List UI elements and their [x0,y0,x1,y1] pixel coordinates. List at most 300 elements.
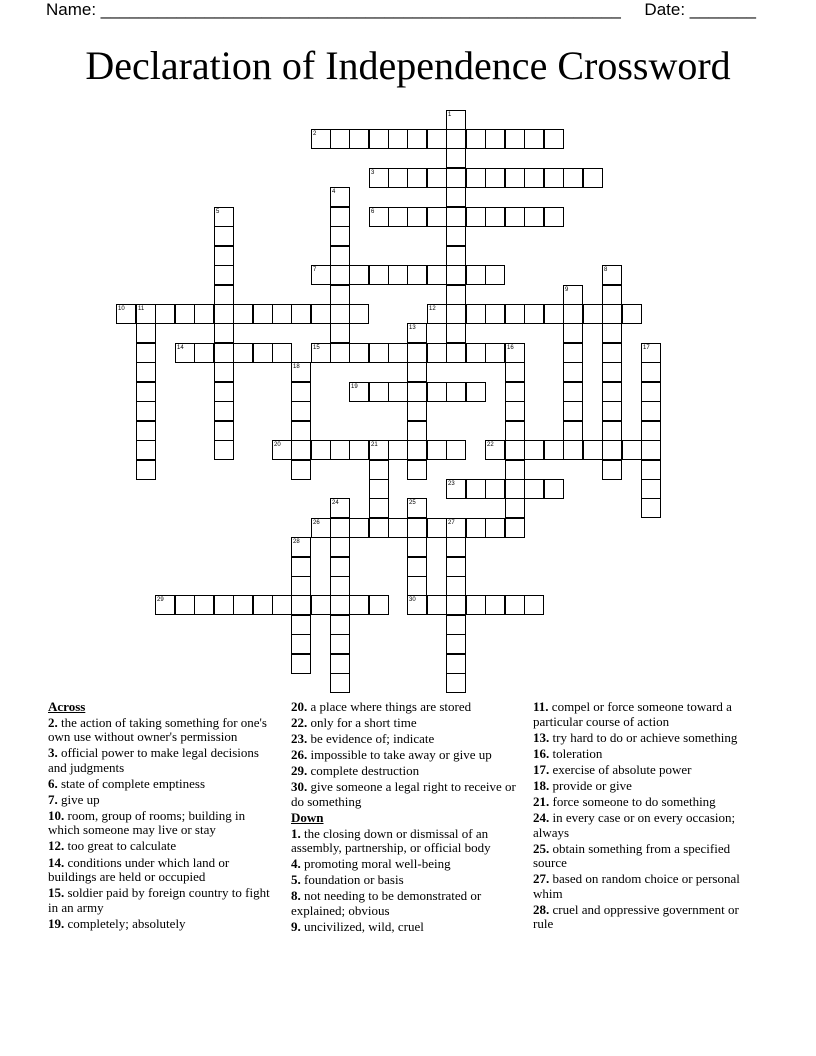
cell-number: 22 [487,442,494,448]
crossword-cell[interactable] [641,382,661,402]
clue-text: give someone a legal right to receive or do something [291,779,516,809]
crossword-cell[interactable] [485,168,505,188]
crossword-cell[interactable] [272,595,292,615]
crossword-cell[interactable] [233,595,253,615]
crossword-cell[interactable] [602,343,622,363]
crossword-cell[interactable] [641,440,661,460]
down-heading: Down [291,810,324,826]
clue-text: exercise of absolute power [549,761,692,777]
clue-number: 8. [291,888,301,904]
crossword-cell[interactable] [291,634,311,654]
crossword-cell[interactable] [466,595,486,615]
crossword-cell[interactable] [330,265,350,285]
crossword-cell[interactable] [446,168,466,188]
clue [48,793,276,808]
crossword-cell[interactable] [641,460,661,480]
clue [533,731,761,746]
crossword-cell[interactable] [602,460,622,480]
crossword-cell[interactable] [446,129,466,149]
crossword-cell[interactable] [544,304,564,324]
crossword-cell[interactable] [369,460,389,480]
clue [291,732,519,747]
crossword-cell[interactable] [330,537,350,557]
crossword-cell[interactable] [330,634,350,654]
crossword-cell[interactable] [602,285,622,305]
crossword-cell[interactable] [214,323,234,343]
cell-number: 21 [371,442,378,448]
crossword-cell[interactable] [291,615,311,635]
crossword-cell[interactable] [524,304,544,324]
clue [291,764,519,779]
crossword-cell[interactable] [233,343,253,363]
crossword-cell[interactable] [466,207,486,227]
crossword-cell[interactable] [466,168,486,188]
crossword-cell[interactable] [505,440,525,460]
cell-number: 13 [409,325,416,331]
cell-number: 8 [604,267,608,273]
clue-number: 6. [48,775,58,791]
crossword-cell[interactable] [330,440,350,460]
crossword-cell[interactable] [427,382,447,402]
crossword-cell[interactable] [427,129,447,149]
crossword-cell[interactable] [407,207,427,227]
crossword-cell[interactable] [446,673,466,693]
crossword-cell[interactable] [544,129,564,149]
clue [291,920,519,935]
clue-text: a place where things are stored [307,699,472,714]
clue-number: 9. [291,918,301,934]
crossword-cell[interactable] [136,401,156,421]
cell-number: 18 [293,364,300,370]
crossword-cell[interactable] [407,382,427,402]
crossword-cell[interactable] [388,382,408,402]
crossword-cell[interactable] [369,129,389,149]
crossword-cell[interactable] [136,421,156,441]
crossword-cell[interactable] [446,304,466,324]
crossword-cell[interactable] [330,285,350,305]
crossword-cell[interactable] [214,421,234,441]
clue-number: 7. [48,791,58,807]
down-clue-list-continued [533,700,761,932]
clue [533,811,761,840]
crossword-cell[interactable] [349,595,369,615]
crossword-cell[interactable] [505,362,525,382]
crossword-cell[interactable] [407,576,427,596]
crossword-cell[interactable] [524,129,544,149]
crossword-cell[interactable] [214,226,234,246]
crossword-cell[interactable] [369,382,389,402]
cell-number: 25 [409,500,416,506]
crossword-cell[interactable] [233,304,253,324]
clue-text: foundation or basis [300,872,404,888]
crossword-cell[interactable] [446,265,466,285]
crossword-cell[interactable] [253,304,273,324]
clue [48,746,276,775]
cell-number: 17 [643,345,650,351]
crossword-cell[interactable] [291,304,311,324]
crossword-cell[interactable] [505,401,525,421]
crossword-cell[interactable] [524,479,544,499]
clue-number: 30. [291,779,308,795]
clue [533,779,761,794]
crossword-cell[interactable] [407,421,427,441]
crossword-cell[interactable] [388,440,408,460]
crossword-cell[interactable] [136,460,156,480]
crossword-cell[interactable] [349,440,369,460]
crossword-cell[interactable] [291,421,311,441]
crossword-cell[interactable] [349,265,369,285]
crossword-cell[interactable] [330,595,350,615]
clue [291,700,519,715]
crossword-cell[interactable] [330,615,350,635]
crossword-cell[interactable] [583,168,603,188]
crossword-cell[interactable] [369,343,389,363]
crossword-cell[interactable] [602,382,622,402]
crossword-cell[interactable] [369,498,389,518]
clue-number: 14. [48,854,65,870]
crossword-cell[interactable] [427,168,447,188]
crossword-cell[interactable] [136,362,156,382]
clue [48,716,276,745]
crossword-cell[interactable] [349,304,369,324]
crossword-cell[interactable] [369,265,389,285]
crossword-cell[interactable] [563,421,583,441]
crossword-cell[interactable] [602,440,622,460]
crossword-cell[interactable] [253,343,273,363]
crossword-cell[interactable] [407,129,427,149]
clue-text: state of complete emptiness [57,775,206,791]
crossword-cell[interactable] [407,460,427,480]
crossword-cell[interactable] [544,440,564,460]
crossword-cell[interactable] [446,440,466,460]
crossword-cell[interactable] [330,226,350,246]
across-clue-list-continued [291,700,519,809]
crossword-cell[interactable] [136,382,156,402]
crossword-cell[interactable] [563,323,583,343]
crossword-cell[interactable] [641,498,661,518]
crossword-cell[interactable] [311,304,331,324]
clue [291,827,519,856]
clue [291,716,519,731]
crossword-cell[interactable] [485,343,505,363]
crossword-cell[interactable] [446,576,466,596]
clue-text: too great to calculate [64,838,177,854]
crossword-cell[interactable] [427,518,447,538]
crossword-cell[interactable] [407,343,427,363]
crossword-cell[interactable] [446,634,466,654]
crossword-cell[interactable] [214,285,234,305]
crossword-cell[interactable] [466,343,486,363]
crossword-cell[interactable] [466,479,486,499]
crossword-cell[interactable] [602,421,622,441]
crossword-cell[interactable] [291,576,311,596]
clue-number: 4. [291,856,301,872]
crossword-cell[interactable] [446,343,466,363]
crossword-cell[interactable] [466,304,486,324]
crossword-cell[interactable] [214,343,234,363]
crossword-cell[interactable] [155,304,175,324]
crossword-cell[interactable] [583,304,603,324]
crossword-cell[interactable] [485,265,505,285]
crossword-cell[interactable] [505,595,525,615]
crossword-cell[interactable] [446,537,466,557]
clue [48,839,276,854]
crossword-cell[interactable] [505,382,525,402]
crossword-cell[interactable] [407,518,427,538]
crossword-cell[interactable] [446,187,466,207]
crossword-cell[interactable] [175,595,195,615]
crossword-cell[interactable] [330,557,350,577]
crossword-cell[interactable] [485,129,505,149]
crossword-cell[interactable] [505,421,525,441]
crossword-cell[interactable] [563,168,583,188]
crossword-cell[interactable] [446,226,466,246]
crossword-cell[interactable] [505,498,525,518]
crossword-cell[interactable] [505,207,525,227]
crossword-cell[interactable] [446,246,466,266]
cell-number: 24 [332,500,339,506]
cell-number: 15 [313,345,320,351]
crossword-cell[interactable] [291,654,311,674]
crossword-cell[interactable] [622,304,642,324]
cell-number: 1 [448,112,452,118]
crossword-cell[interactable] [446,207,466,227]
clue-number: 13. [533,729,550,745]
name-date-line: Name: _______________________________________________________ Date: _______ [46,0,756,19]
crossword-cell[interactable] [311,440,331,460]
clue-number: 19. [48,915,65,931]
clue-number: 18. [533,777,550,793]
clue-column-2 [291,700,519,936]
crossword-cell[interactable] [563,304,583,324]
crossword-cell[interactable] [330,129,350,149]
crossword-cell[interactable] [388,168,408,188]
crossword-cell[interactable] [291,595,311,615]
crossword-cell[interactable] [466,265,486,285]
crossword-cell[interactable] [505,479,525,499]
crossword-cell[interactable] [407,362,427,382]
crossword-cell[interactable] [291,557,311,577]
clue-number: 24. [533,810,550,826]
clue-text: not needing to be demonstrated or explained; obvious [291,888,482,918]
crossword-cell[interactable] [602,323,622,343]
crossword-cell[interactable] [446,654,466,674]
clue [533,842,761,871]
crossword-cell[interactable] [311,595,331,615]
crossword-cell[interactable] [291,382,311,402]
crossword-cell[interactable] [214,382,234,402]
crossword-cell[interactable] [349,343,369,363]
crossword-cell[interactable] [407,168,427,188]
crossword-cell[interactable] [388,265,408,285]
crossword-cell[interactable] [214,401,234,421]
crossword-cell[interactable] [427,595,447,615]
clue [48,886,276,915]
crossword-cell[interactable] [641,362,661,382]
crossword-cell[interactable] [427,207,447,227]
crossword-cell[interactable] [291,460,311,480]
crossword-cell[interactable] [446,595,466,615]
cell-number: 27 [448,520,455,526]
crossword-cell[interactable] [407,537,427,557]
crossword-cell[interactable] [388,343,408,363]
down-clue-list [291,827,519,935]
clue-number: 17. [533,761,550,777]
crossword-cell[interactable] [349,129,369,149]
clue-text: complete destruction [307,763,420,779]
clue-number: 25. [533,840,550,856]
crossword-cell[interactable] [253,595,273,615]
crossword-cell[interactable] [136,323,156,343]
clue [291,857,519,872]
cell-number: 19 [351,384,358,390]
crossword-cell[interactable] [330,343,350,363]
clue-number: 26. [291,747,308,763]
crossword-cell[interactable] [524,168,544,188]
crossword-cell[interactable] [505,304,525,324]
crossword-cell[interactable] [505,168,525,188]
across-heading: Across [48,699,86,714]
crossword-cell[interactable] [544,168,564,188]
crossword-cell[interactable] [544,479,564,499]
crossword-cell[interactable] [388,207,408,227]
clue [533,747,761,762]
crossword-cell[interactable] [272,343,292,363]
clue [291,873,519,888]
crossword-cell[interactable] [407,265,427,285]
cell-number: 26 [313,520,320,526]
crossword-cell[interactable] [214,362,234,382]
crossword-cell[interactable] [485,207,505,227]
crossword-cell[interactable] [641,421,661,441]
crossword-cell[interactable] [505,129,525,149]
clue-text: obtain something from a specified source [533,840,731,871]
clue-text: promoting moral well-being [300,856,451,872]
crossword-cell[interactable] [349,518,369,538]
crossword-cell[interactable] [330,518,350,538]
crossword-cell[interactable] [407,557,427,577]
crossword-cell[interactable] [330,576,350,596]
crossword-cell[interactable] [641,479,661,499]
crossword-cell[interactable] [446,615,466,635]
crossword-cell[interactable] [583,440,603,460]
crossword-cell[interactable] [330,654,350,674]
crossword-cell[interactable] [291,440,311,460]
crossword-cell[interactable] [214,246,234,266]
crossword-cell[interactable] [524,207,544,227]
cell-number: 5 [216,209,220,215]
crossword-cell[interactable] [466,129,486,149]
cell-number: 6 [371,209,375,215]
crossword-cell[interactable] [330,246,350,266]
crossword-cell[interactable] [641,401,661,421]
crossword-cell[interactable] [291,401,311,421]
crossword-cell[interactable] [214,595,234,615]
crossword-cell[interactable] [427,440,447,460]
crossword-cell[interactable] [136,343,156,363]
cell-number: 10 [118,306,125,312]
crossword-cell[interactable] [602,401,622,421]
crossword-cell[interactable] [446,323,466,343]
crossword-cell[interactable] [330,323,350,343]
crossword-cell[interactable] [563,440,583,460]
crossword-cell[interactable] [194,343,214,363]
crossword-cell[interactable] [544,207,564,227]
crossword-cell[interactable] [272,304,292,324]
crossword-cell[interactable] [485,479,505,499]
crossword-cell[interactable] [446,557,466,577]
cell-number: 20 [274,442,281,448]
crossword-cell[interactable] [407,440,427,460]
crossword-cell[interactable] [407,401,427,421]
clue [48,917,276,932]
crossword-cell[interactable] [427,265,447,285]
crossword-cell[interactable] [369,595,389,615]
crossword-cell[interactable] [563,343,583,363]
crossword-cell[interactable] [524,595,544,615]
crossword-cell[interactable] [214,440,234,460]
cell-number: 2 [313,131,317,137]
crossword-cell[interactable] [214,265,234,285]
crossword-cell[interactable] [194,595,214,615]
clue-number: 12. [48,838,65,854]
crossword-cell[interactable] [369,518,389,538]
crossword-cell[interactable] [505,518,525,538]
crossword-cell[interactable] [466,518,486,538]
clue-text: the closing down or dismissal of an assembly, partnership, or official body [291,825,491,856]
clue-text: conditions under which land or buildings are held or occupied [48,854,230,885]
clue-text: try hard to do or achieve something [549,729,738,745]
crossword-cell[interactable] [563,382,583,402]
clue-text: toleration [549,745,603,761]
crossword-cell[interactable] [485,304,505,324]
crossword-cell[interactable] [388,518,408,538]
crossword-cell[interactable] [446,148,466,168]
crossword-cell[interactable] [446,382,466,402]
clue-number: 10. [48,807,65,823]
clue [48,777,276,792]
crossword-cell[interactable] [602,362,622,382]
crossword-cell[interactable] [524,440,544,460]
clue [533,872,761,901]
clue-number: 5. [291,872,301,888]
crossword-cell[interactable] [485,518,505,538]
crossword-cell[interactable] [485,595,505,615]
clue-text: soldier paid by foreign country to fight in an army [48,885,270,915]
clue [533,700,761,729]
crossword-cell[interactable] [602,304,622,324]
crossword-cell[interactable] [175,304,195,324]
crossword-cell[interactable] [563,362,583,382]
crossword-cell[interactable] [388,129,408,149]
crossword-cell[interactable] [330,304,350,324]
clue-number: 20. [291,699,308,714]
crossword-cell[interactable] [194,304,214,324]
crossword-cell[interactable] [369,479,389,499]
crossword-cell[interactable] [466,382,486,402]
crossword-cell[interactable] [563,401,583,421]
crossword-cell[interactable] [505,460,525,480]
crossword-cell[interactable] [330,207,350,227]
crossword-cell[interactable] [214,304,234,324]
crossword-cell[interactable] [136,440,156,460]
crossword-cell[interactable] [446,285,466,305]
crossword-cell[interactable] [330,673,350,693]
crossword-cell[interactable] [427,343,447,363]
crossword-cell[interactable] [622,440,642,460]
clue-text: completely; absolutely [64,915,186,931]
clue-number: 21. [533,793,550,809]
